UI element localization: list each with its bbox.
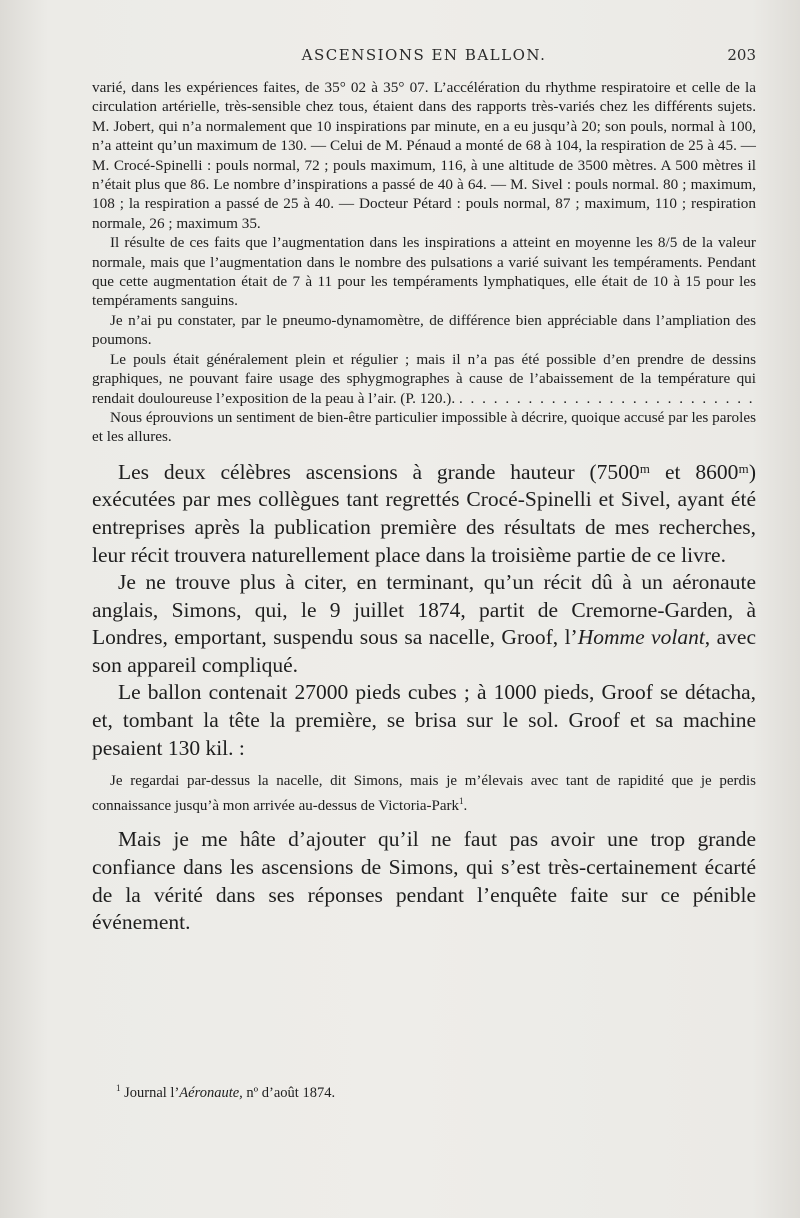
spacer (92, 447, 756, 459)
small-paragraph-1: varié, dans les expériences faites, de 35° 02 à 35° 07. L’accélération du rhythme respiratoire et celle de la circulation artérielle, très-sensible chez tous, étaient dans des rapports très-variés chez les différents sujets. M. Jobert, qui n’a normalement que 10 inspirations par minute, en a eu jusqu’à 20; son pouls, normal à 100, n’a atteint qu’un maximum de 130. — Celui de M. Pénaud a monté de 68 à 104, la respiration de 25 à 45. — M. Crocé-Spinelli : pouls normal, 72 ; pouls maximum, 116, à une altitude de 3500 mètres. A 500 mètres il n’était plus que 86. Le nombre d’inspirations a passé de 40 à 64. — M. Sivel : pouls normal. 80 ; maximum, 108 ; la respiration a passé de 25 à 40. — Docteur Pétard : pouls normal, 87 ; maximum, 110 ; respiration normale, 26 ; maximum 35. (92, 79, 756, 232)
page-header (92, 46, 756, 70)
dot-leader: . . . . . . . . . . . . . . . . . . . . . . . . . . (458, 389, 755, 407)
page-number: 203 (727, 46, 756, 64)
small-paragraph-4-text: Le pouls était généralement plein et régulier ; mais il n’a pas été possible d’en prendre de dessins graphiques, ne pouvant faire usage des sphygmographes à cause de l’abaissement de la température qui rendait douloureuse l’exposition de la peau à l’air. (P. 120.). (92, 350, 756, 407)
small-paragraph-4 (92, 350, 756, 408)
simons-text-before: Je ne trouve plus à citer, en terminant, qu’un récit dû à un aéronaute anglais, Simons, qui, le 9 juillet 1874, partit de Cremorne-Garden, à Londres, emportant, suspendu sous sa nacelle, Groof, l’ (92, 570, 756, 650)
footnote-italic: Aéronaute, (179, 1085, 243, 1101)
running-title: ASCENSIONS EN BALLON. (301, 46, 547, 64)
large-paragraph-final: Mais je me hâte d’ajouter qu’il ne faut pas avoir une trop grande confiance dans les ascensions de Simons, qui s’est très-certainement écarté de la vérité dans ses réponses pendant l’enquête faite sur ce pénible événement. (92, 827, 756, 935)
simons-italic-homme-volant: Homme volant (577, 625, 705, 650)
small-paragraph-2: Il résulte de ces faits que l’augmentation dans les inspirations a atteint en moyenne les 8/5 de la valeur normale, mais que l’augmentation dans le nombre des pulsations a varié suivant les tempéraments. Pendant que cette augmentation était de 7 à 11 pour les tempéraments lymphatiques, elle était de 10 à 15 pour les tempéraments sanguins. (92, 234, 756, 310)
small-paragraph-3: Je n’ai pu constater, par le pneumo-dynamomètre, de différence bien appréciable dans l’ampliation des poumons. (92, 311, 756, 349)
large-paragraph-ballon: Le ballon contenait 27000 pieds cubes ; à 1000 pieds, Groof se détacha, et, tombant la tête la première, se brisa sur le sol. Groof et sa machine pesaient 130 kil. : (92, 680, 756, 760)
footnote-mark: 1 (116, 1083, 121, 1093)
footnote-before: Journal l’ (124, 1085, 180, 1101)
quote-end: . (463, 797, 468, 814)
small-paragraph-5: Nous éprouvions un sentiment de bien-être particulier impossible à décrire, quoique accusé par les paroles et les allures. (92, 408, 756, 446)
quote-note-mark: 1 (459, 795, 464, 806)
large-paragraph-ascensions: Les deux célèbres ascensions à grande hauteur (7500ᵐ et 8600ᵐ) exécutées par mes collègues tant regrettés Crocé-Spinelli et Sivel, ayant été entreprises après la publication première des résultats de mes recherches, leur récit trouvera naturellement place dans la troisième partie de ce livre. (92, 459, 756, 567)
large-paragraph-simons (92, 569, 756, 679)
footnote-after: nº d’août 1874. (242, 1085, 336, 1101)
quote-text: Je regardai par-dessus la nacelle, dit Simons, mais je m’élevais avec tant de rapidité que je perdis connaissance jusqu’à mon arrivée au-dessus de Victoria-Park (92, 773, 756, 814)
page-body (92, 78, 756, 937)
block-quote (92, 772, 756, 816)
footnote (116, 1083, 756, 1102)
simons-text-after: , avec son appareil compliqué. (92, 625, 756, 677)
